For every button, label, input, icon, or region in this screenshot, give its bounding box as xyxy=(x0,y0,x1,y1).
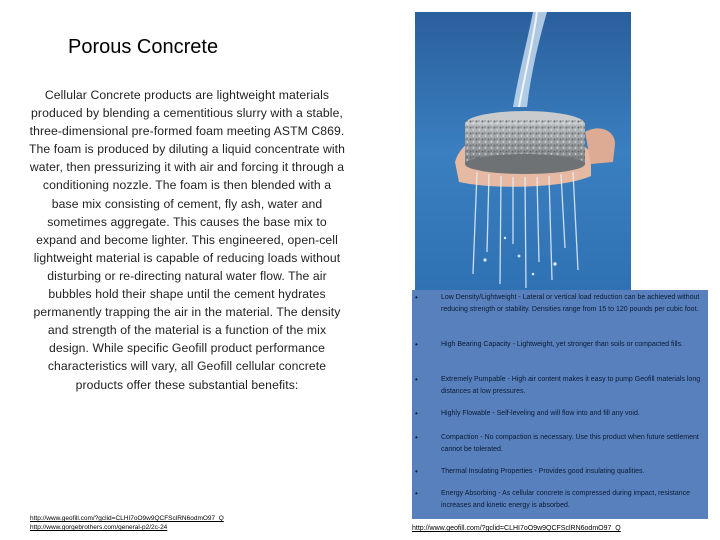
bullet-icon: • xyxy=(415,489,418,498)
body-paragraph: Cellular Concrete products are lightweight materials produced by blending a cementitious slurry with a stable, three-dimensional pre-formed foam meeting ASTM C869. The foam is produced by diluting a liquid concentrate with water, then pressurizing it with air and forcing it through a conditioning nozzle. The foam is then blended with a base mix consisting of cement, fly ash, water and sometimes aggregate. This causes the base mix to expand and become lighter. This engineered, open-cell lightweight material is capable of reducing loads without disturbing or re-directing natural water flow. The air bubbles hold their shape until the cement hydrates permanently trapping the air in the material. The density and strength of the material is a function of the mix design. While specific Geofill product performance characteristics will vary, all Geofill cellular concrete products offer these substantial benefits: xyxy=(28,88,346,392)
source-links-left xyxy=(30,514,224,532)
benefits-panel: • Low Density/Lightweight - Lateral or vertical load reduction can be achieved without reducing strength or stability. Densities range from 15 to 120 pounds per cubic foot. • High Bearing Capacity - Lightweight, yet stronger than soils or compacted fills. • Extremely Pumpable - High air content makes it easy to pump Geofill materials long distances at low pressures. • Highly Flowable - Self-leveling and will flow into and fill any void. • Compaction - No compaction is necessary. Use this product when future settlement cannot be tolerated. • Thermal Insulating Properties - Provides good insulating qualities. • Energy Absorbing - As cellular concrete is compressed during impact, resistance increases and kinetic energy is absorbed. xyxy=(412,290,708,519)
source-link-right[interactable]: http://www.geofill.com/?gclid=CLHI7oO9w9QCFSclRN6odmO97_Q xyxy=(412,525,621,532)
bullet-icon: • xyxy=(415,340,418,349)
bullet-icon: • xyxy=(415,409,418,418)
source-link[interactable]: http://www.gorgebrothers.com/general-p2/2c-24 xyxy=(30,524,168,531)
bullet-icon: • xyxy=(415,375,418,384)
bullet-icon: • xyxy=(415,433,418,442)
bullet-icon: • xyxy=(415,293,418,302)
slide-title: Porous Concrete xyxy=(68,36,219,58)
porous-concrete-photo xyxy=(415,12,631,290)
source-link[interactable]: http://www.geofill.com/?gclid=CLHI7oO9w9QCFSclRN6odmO97_Q xyxy=(30,515,224,522)
bullet-icon: • xyxy=(415,467,418,476)
